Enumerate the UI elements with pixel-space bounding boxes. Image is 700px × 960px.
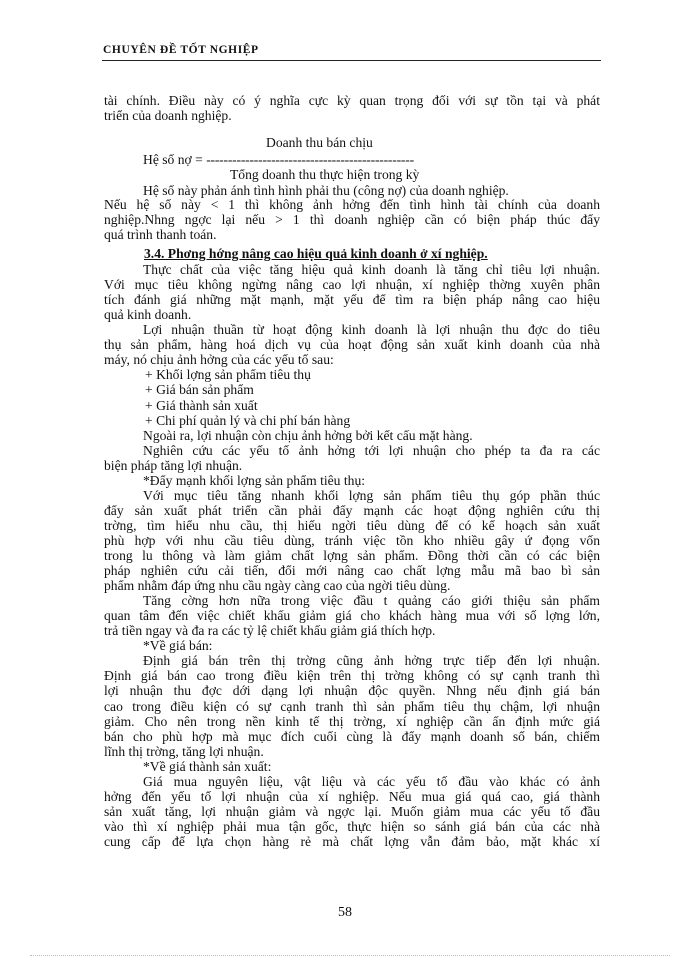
paragraph-line: phẩm nhằm đáp ứng nhu cầu ngày càng cao của ngời tiêu dùng. bbox=[104, 578, 451, 593]
paragraph-line: + Khối lợng sản phẩm tiêu thụ bbox=[145, 367, 311, 383]
paragraph-line: thụ sản phẩm, hàng hoá dịch vụ của hoạt động sản xuất kinh doanh của nhà bbox=[104, 337, 600, 353]
paragraph-line: + Chi phí quản lý và chi phí bán hàng bbox=[145, 412, 351, 428]
paragraph-line: tích đánh giá những mặt mạnh, mặt yếu để tìm ra biện pháp nâng cao hiệu bbox=[104, 292, 600, 308]
footer-rule bbox=[30, 955, 670, 956]
running-header: CHUYÊN ĐỀ TỐT NGHIỆP bbox=[103, 44, 259, 56]
paragraph-line: pháp nghiên cứu cải tiến, đổi mới nâng cao chất lợng mẫu mã bao bì sản bbox=[104, 563, 600, 578]
intro-line: tài chính. Điều này có ý nghĩa cực kỳ quan trọng đối với sự tồn tại và phát bbox=[104, 93, 600, 108]
paragraph-line: Lợi nhuận thuần từ hoạt động kinh doanh là lợi nhuận thu đợc do tiêu bbox=[143, 322, 600, 338]
paragraph-line: Nếu hệ số này < 1 thì không ảnh hởng đến tình hình tài chính của doanh bbox=[104, 197, 600, 212]
formula-numerator: Doanh thu bán chịu bbox=[266, 135, 373, 150]
paragraph-line: *Về giá thành sản xuất: bbox=[143, 758, 272, 774]
paragraph-line: hởng đến yếu tố lợi nhuận của xí nghiệp. Nếu mua giá quá cao, giá thành bbox=[104, 788, 600, 804]
paragraph-line: vào thì xí nghiệp phải mua tận gốc, thực hiện so sánh giá bán của các nhà bbox=[104, 818, 600, 834]
paragraph-line: lĩnh thị trờng, tăng lợi nhuận. bbox=[104, 743, 264, 759]
paragraph-line: Nghiên cứu các yếu tố ảnh hởng tới lợi nhuận cho phép ta đa ra các bbox=[143, 442, 600, 458]
paragraph-line: nghiệp.Nhng ngợc lại nếu > 1 thì doanh nghiệp cần có biện pháp thúc đẩy bbox=[104, 212, 600, 227]
paragraph-line: lợi nhuận thu đợc dới dạng lợi nhuận độc quyền. Nhng nếu định giá bán bbox=[104, 683, 600, 699]
paragraph-line: Hệ số này phản ánh tình hình phải thu (công nợ) của doanh nghiệp. bbox=[143, 183, 509, 198]
paragraph-line: trờng, tìm hiểu nhu cầu, thị hiếu ngời tiêu dùng để có kế hoạch sản xuất bbox=[104, 517, 600, 533]
formula-denominator: Tổng doanh thu thực hiện trong kỳ bbox=[230, 167, 420, 182]
paragraph-line: cao trong điều kiện có sự cạnh tranh thì sản phẩm tiêu thụ chậm, lợi nhuận bbox=[104, 698, 600, 714]
section-heading: 3.4. Phơng hớng nâng cao hiệu quả kinh doanh ở xí nghiệp. bbox=[144, 246, 488, 261]
formula-label-text: Hệ số nợ = bbox=[143, 152, 203, 167]
paragraph-line: bán cho phù hợp mà mục đích cuối cùng là đẩy mạnh doanh số bán, chiếm bbox=[104, 728, 600, 744]
paragraph-line: sản xuất tăng, lợi nhuận giảm và ngợc lại. Muốn giảm mua các yếu tố đầu bbox=[104, 803, 600, 819]
paragraph-line: Định giá bán trên thị trờng cũng ảnh hởng trực tiếp đến lợi nhuận. bbox=[143, 653, 600, 669]
paragraph-line: Giá mua nguyên liệu, vật liệu và các yếu tố đầu vào khác có ảnh bbox=[143, 773, 600, 789]
paragraph-line: quá trình thanh toán. bbox=[104, 227, 217, 242]
paragraph-line: giảm. Cho nên trong nền kinh tế thị trờng, xí nghiệp cần ấn định mức giá bbox=[104, 713, 600, 729]
paragraph-line: trả tiền ngay và đa ra các tỷ lệ chiết khấu giảm giá thích hợp. bbox=[104, 623, 436, 639]
page-number: 58 bbox=[338, 905, 352, 920]
formula-label bbox=[143, 152, 414, 168]
paragraph-line: trong lu thông và làm giảm chất lợng sản phẩm. Đồng thời cần có các biện bbox=[104, 548, 600, 563]
paragraph-line: Với mục tiêu không ngừng nâng cao lợi nhuận, xí nghiệp thờng xuyên phân bbox=[104, 277, 600, 293]
paragraph-line: máy, nó chịu ảnh hởng của các yếu tố sau: bbox=[104, 352, 334, 368]
intro-line: triển của doanh nghiệp. bbox=[104, 108, 232, 123]
header-rule bbox=[102, 60, 601, 61]
paragraph-line: quả kinh doanh. bbox=[104, 307, 192, 323]
formula-divider: ------------------------------------------------ bbox=[206, 152, 414, 167]
paragraph-line: + Giá bán sản phẩm bbox=[145, 382, 254, 398]
paragraph-line: quan tâm đến việc chiết khấu giảm giá cho khách hàng mua với số lợng lớn, bbox=[104, 608, 600, 624]
paragraph-line: Thực chất của việc tăng hiệu quả kinh doanh là tăng chỉ tiêu lợi nhuận. bbox=[143, 262, 600, 277]
paragraph-line: đẩy sản xuất phát triển cần phải đẩy mạnh các hoạt động nghiên cứu thị bbox=[104, 502, 600, 518]
paragraph-line: *Về giá bán: bbox=[143, 638, 213, 654]
paragraph-line: Với mục tiêu tăng nhanh khối lợng sản phẩm tiêu thụ góp phần thúc bbox=[143, 487, 600, 503]
paragraph-line: Tăng cờng hơn nữa trong việc đầu t quảng cáo giới thiệu sản phẩm bbox=[143, 593, 600, 609]
paragraph-line: phù hợp với nhu cầu tiêu dùng, tránh việc tồn kho nhiều gây ứ đọng vốn bbox=[104, 532, 600, 548]
paragraph-line: + Giá thành sản xuất bbox=[145, 397, 258, 413]
paragraph-line: cung cấp để lựa chọn hàng rẻ mà chất lợng vẫn đảm bảo, mặt khác xí bbox=[104, 833, 600, 849]
paragraph-line: biện pháp tăng lợi nhuận. bbox=[104, 457, 243, 473]
paragraph-line: *Đẩy mạnh khối lợng sản phẩm tiêu thụ: bbox=[143, 472, 366, 488]
paragraph-line: Ngoài ra, lợi nhuận còn chịu ảnh hởng bởi kết cấu mặt hàng. bbox=[143, 427, 473, 443]
paragraph-line: Định giá bán cao trong điều kiện trên thị trờng không có sự cạnh tranh thì bbox=[104, 668, 600, 684]
